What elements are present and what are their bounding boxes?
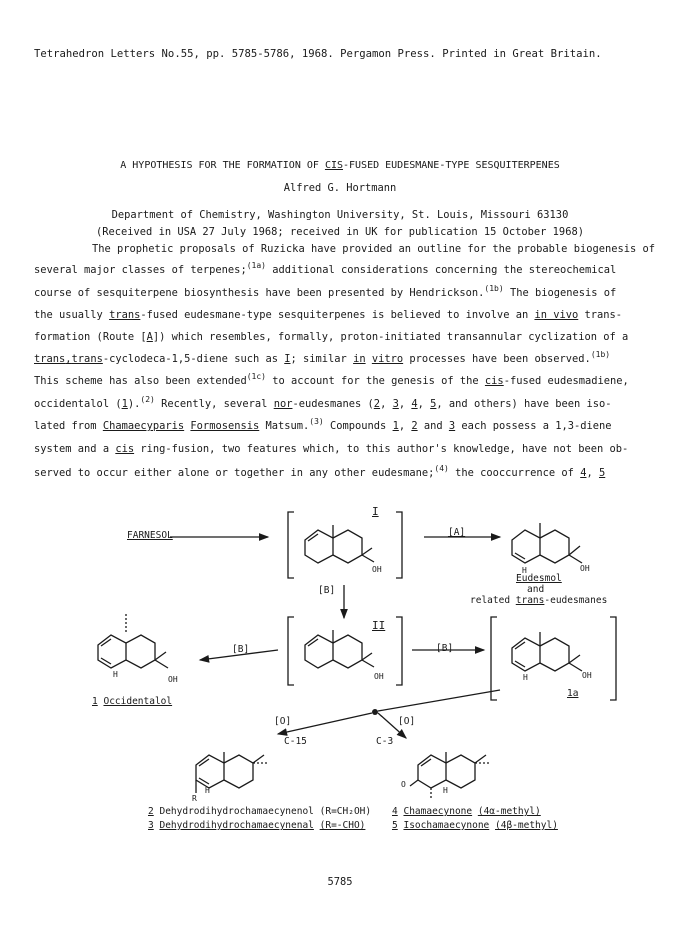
text: -cyclodeca-1,5-diene such as	[102, 353, 285, 365]
text: -fused eudesmadiene,	[503, 375, 629, 387]
text: the usually	[34, 309, 110, 321]
structure-I	[305, 525, 374, 563]
page-number: 5785	[327, 876, 353, 888]
label-o: O	[401, 780, 406, 789]
text: -eudesmanes (	[292, 398, 374, 410]
text: , and others) have been iso-	[436, 398, 612, 410]
label-route-b: [B]	[436, 643, 454, 654]
arrow-oxidation-c15	[278, 713, 372, 734]
compound-ref: 2	[411, 420, 418, 432]
compound-ref: 1	[392, 420, 399, 432]
journal-header: Tetrahedron Letters No.55, pp. 5785-5786, 1968. Pergamon Press. Printed in Great Britain.	[34, 48, 602, 60]
compound-ref: 3	[392, 398, 399, 410]
caption-compound-3	[148, 820, 365, 831]
bracket-1a	[491, 617, 616, 700]
text: formation (Route [	[34, 331, 147, 343]
text: Matsum.	[259, 420, 310, 432]
label-h: H	[113, 670, 118, 679]
italic-in-vivo: in vivo	[534, 309, 579, 321]
text: ,	[65, 353, 72, 365]
text: ).	[127, 398, 141, 410]
text: course of sesquiterpene biosynthesis have been presented by Hendrickson.	[34, 287, 485, 299]
compound-name: Dehydrodihydrochamaecynenol	[159, 806, 314, 817]
label-route-b: [B]	[318, 585, 336, 596]
italic-trans: trans	[71, 353, 103, 365]
text: each possess a 1,3-diene	[455, 420, 612, 432]
received-dates: (Received in USA 27 July 1968; received in UK for publication 15 October 1968)	[96, 226, 584, 238]
text: system and a	[34, 443, 116, 455]
compound-name: Dehydrodihydrochamaecynenal	[159, 820, 314, 831]
text: to account for the genesis of the	[265, 375, 485, 387]
compound-ref: 4	[411, 398, 418, 410]
italic-nor: nor	[273, 398, 293, 410]
italic-in: in	[353, 353, 366, 365]
text: lated from	[34, 420, 103, 432]
compound-ref: 5	[598, 467, 606, 479]
text: -fused eudesmane-type sesquiterpenes is believed to involve an	[140, 309, 535, 321]
label-eudesmol: Eudesmol	[516, 573, 562, 584]
compound-r-group: (R=CH₂OH)	[319, 806, 372, 817]
structure-II	[305, 630, 374, 668]
compound-ref: 5	[430, 398, 437, 410]
reference-1b: (1b)	[484, 284, 504, 293]
title-cis: CIS	[324, 160, 343, 171]
compound-ref: 1	[121, 398, 128, 410]
text: trans-	[578, 309, 623, 321]
compound-name: Chamaecynone	[403, 806, 473, 817]
text: ,	[417, 398, 431, 410]
compound-number: 5	[392, 820, 398, 831]
label-roman-II: II	[372, 619, 386, 632]
italic-species: Formosensis	[190, 420, 260, 432]
title-post: -FUSED EUDESMANE-TYPE SESQUITERPENES	[343, 160, 560, 171]
label-farnesol: FARNESOL	[127, 530, 173, 541]
structure-1a	[512, 632, 582, 671]
compound-methyl: (4α-methyl)	[477, 806, 541, 817]
text: processes have been observed.	[403, 353, 591, 365]
label-oxidation: [O]	[398, 716, 416, 727]
label-oh: OH	[582, 671, 592, 680]
branch-line	[378, 690, 500, 711]
text: several major classes of terpenes;	[34, 264, 247, 276]
label-c15: C-15	[284, 736, 307, 747]
branch-point	[372, 709, 378, 715]
label-occidentalol	[92, 696, 172, 707]
label-route-b: [B]	[232, 644, 250, 655]
text: Compounds	[323, 420, 393, 432]
italic-trans: trans	[109, 309, 141, 321]
italic-cis: cis	[484, 375, 504, 387]
label-oh: OH	[374, 672, 384, 681]
text: ,	[398, 398, 412, 410]
label-h: H	[523, 673, 528, 682]
compound-number: 1	[92, 696, 98, 707]
italic-cis: cis	[115, 443, 135, 455]
reference-4: (4)	[434, 464, 449, 473]
text: The biogenesis of	[503, 287, 617, 299]
text: occidentalol (	[34, 398, 122, 410]
title-pre: A HYPOTHESIS FOR THE FORMATION OF	[120, 160, 325, 171]
structure-compound-4-5	[410, 752, 490, 800]
text: related	[470, 595, 516, 606]
label-oxidation: [O]	[274, 716, 292, 727]
label-c3: C-3	[376, 736, 394, 747]
compound-ref: 2	[373, 398, 381, 410]
reference-2: (2)	[140, 395, 155, 404]
compound-ref: 4	[580, 467, 587, 479]
label-related-trans-eudesmanes	[470, 595, 607, 606]
text: Recently, several	[154, 398, 274, 410]
compound-number: 4	[392, 806, 398, 817]
text: the cooccurrence of	[448, 467, 581, 479]
structure-occidentalol	[98, 614, 168, 668]
italic-genus: Chamaecyparis	[102, 420, 185, 432]
compound-number: 2	[148, 806, 154, 817]
label-oh: OH	[168, 675, 178, 684]
reference-1b: (1b)	[590, 350, 611, 359]
label-oh: OH	[372, 565, 382, 574]
text: served to occur either alone or together in any other eudesmane;	[34, 467, 435, 479]
label-h: H	[205, 786, 210, 795]
text: This scheme has also been extended	[34, 375, 247, 387]
compound-name: Occidentalol	[103, 696, 173, 707]
label-r: R	[192, 794, 197, 803]
compound-r-group: (R=-CHO)	[319, 820, 366, 831]
italic-vitro: vitro	[371, 353, 404, 365]
text: ,	[586, 467, 599, 479]
italic-trans: trans	[515, 595, 545, 606]
reference-1a: (1a)	[246, 261, 266, 270]
text: ring-fusion, two features which, to this author's knowledge, have not been ob-	[134, 443, 629, 455]
label-h: H	[522, 566, 527, 575]
label-route-a: [A]	[448, 527, 466, 538]
label-roman-I: I	[372, 505, 379, 518]
author-name: Alfred G. Hortmann	[283, 182, 397, 194]
text: and	[417, 420, 449, 432]
compound-name: Isochamaecynone	[403, 820, 490, 831]
text: -eudesmanes	[544, 595, 608, 606]
label-1a: 1a	[567, 688, 579, 699]
text: additional considerations concerning the stereochemical	[265, 264, 617, 276]
caption-compound-4	[392, 806, 541, 817]
structure-eudesmol	[512, 523, 582, 563]
text: ]) which resembles, formally, proton-initiated transannular cyclization of a	[152, 331, 629, 343]
label-oh: OH	[580, 564, 590, 573]
reference-1c: (1c)	[246, 372, 266, 381]
compound-methyl: (4β-methyl)	[495, 820, 558, 831]
caption-compound-2	[148, 806, 371, 817]
text: ; similar	[290, 353, 354, 365]
affiliation: Department of Chemistry, Washington University, St. Louis, Missouri 63130	[111, 209, 569, 221]
text: ,	[398, 420, 412, 432]
body-line-1: The prophetic proposals of Ruzicka have provided an outline for the probable biogenesis of	[92, 243, 656, 255]
compound-ref: 3	[448, 420, 456, 432]
route-a: A	[146, 331, 153, 343]
label-h: H	[443, 786, 448, 795]
italic-trans: trans	[34, 353, 66, 365]
caption-compound-5	[392, 820, 558, 831]
compound-I: I	[284, 353, 291, 365]
label-and: and	[527, 584, 545, 595]
text: ,	[380, 398, 393, 410]
reference-3: (3)	[309, 417, 324, 426]
compound-number: 3	[148, 820, 154, 831]
